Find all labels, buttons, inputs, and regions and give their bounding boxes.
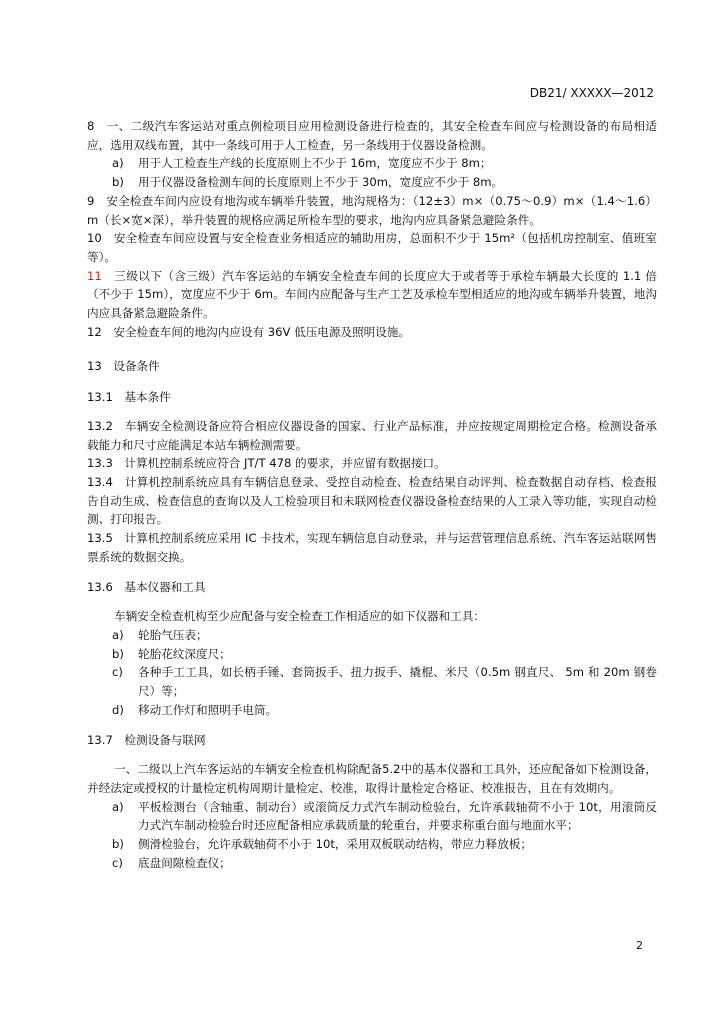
clause-11 bbox=[87, 267, 657, 323]
clause-13-7-intro: 一、二级以上汽车客运站的车辆安全检查机构除配备5.2中的基本仪器和工具外，还应配备如下检测设备，并经法定或授权的计量检定机构周期计量检定、校准，取得计量检定合格证、校准报告，且在有效期内。 bbox=[87, 762, 657, 795]
clause-13-2: 13.2 车辆安全检测设备应符合相应仪器设备的国家、行业产品标准，并应按规定周期检定合格。检测设备承载能力和尺寸应能满足本站车辆检测需要。 bbox=[87, 418, 657, 452]
list-item bbox=[87, 854, 657, 873]
list-text: 移动工作灯和照明手电筒。 bbox=[138, 702, 278, 717]
list-label: a) bbox=[112, 799, 124, 814]
section-heading-13-7: 13.7 检测设备与联网 bbox=[87, 733, 206, 748]
list-label: a) bbox=[112, 627, 124, 642]
list-item bbox=[87, 173, 657, 192]
clause-9: 9 安全检查车间内应设有地沟或车辆举升装置，地沟规格为：（12±3）m×（0.75～0.9）m×（1.4～1.6）m（长×宽×深），举升装置的规格应满足所检车型的要求，地沟内应具备紧急避险条件。 bbox=[87, 193, 657, 227]
list-label: b) bbox=[112, 836, 124, 851]
section-heading-13-1: 13.1 基本条件 bbox=[87, 390, 171, 405]
list-text: 平板检测台（含轴重、制动台）或滚筒反力式汽车制动检验台，允许承载轴荷不小于 10t，用滚筒反力式汽车制动检验台时还应配备相应承载质量的轮重台，并要求称重台面与地面水平； bbox=[138, 799, 657, 833]
list-text: 轮胎花纹深度尺； bbox=[138, 646, 231, 661]
clause-11-number: 11 bbox=[87, 268, 102, 283]
list-label: d) bbox=[112, 702, 124, 717]
list-item bbox=[87, 835, 657, 854]
list-label: b) bbox=[112, 646, 124, 661]
list-13-6 bbox=[87, 626, 657, 720]
list-item bbox=[87, 701, 657, 720]
list-item bbox=[87, 798, 657, 835]
clause-11-text: 三级以下（含三级）汽车客运站的车辆安全检查车间的长度应大于或者等于承检车辆最大长度的 1.1 倍（不少于 15m），宽度应不少于 6m。车间内应配备与生产工艺及承检车型相适应的地沟或车辆举升装置，地沟内应具备紧急避险条件。 bbox=[87, 268, 657, 321]
list-item bbox=[87, 663, 657, 700]
list-text: 底盘间隙检查仪； bbox=[138, 855, 231, 870]
document-header-code: DB21/ XXXXX—2012 bbox=[529, 86, 654, 100]
clause-13-5: 13.5 计算机控制系统应采用 IC 卡技术，实现车辆信息自动登录，并与运营管理信息系统、汽车客运站联网售票系统的数据交换。 bbox=[87, 531, 657, 564]
list-text: 用于人工检查生产线的长度原则上不少于 16m，宽度应不少于 8m； bbox=[138, 156, 492, 171]
list-item bbox=[87, 645, 657, 664]
section-heading-13: 13 设备条件 bbox=[87, 359, 160, 374]
clause-13-6-intro: 车辆安全检查机构至少应配备与安全检查工作相适应的如下仪器和工具： bbox=[114, 609, 486, 624]
document-body bbox=[87, 117, 657, 872]
list-label: a) bbox=[112, 156, 124, 171]
list-text: 用于仪器设备检测车间的长度原则上不少于 30m，宽度应不少于 8m。 bbox=[138, 175, 504, 190]
section-heading-13-6: 13.6 基本仪器和工具 bbox=[87, 580, 206, 595]
clause-13-4: 13.4 计算机控制系统应具有车辆信息登录、受控自动检查、检查结果自动评判、检查数据自动存档、检查报告自动生成、检查信息的查询以及人工检验项目和未联网检查仪器设备检查结果的人工录入等功能，实现自动检测、打印报告。 bbox=[87, 474, 657, 527]
list-label: c) bbox=[112, 855, 123, 870]
page-number: 2 bbox=[636, 939, 643, 952]
clause-12: 12 安全检查车间的地沟内应设有 36V 低压电源及照明设施。 bbox=[87, 324, 411, 339]
list-item bbox=[87, 154, 657, 173]
clause-8: 8 一、二级汽车客运站对重点例检项目应用检测设备进行检查的，其安全检查车间应与检测设备的布局相适应，选用双线布置，其中一条线可用于人工检查，另一条线用于仪器设备检测。 bbox=[87, 119, 657, 152]
clause-10: 10 安全检查车间应设置与安全检查业务相适应的辅助用房，总面积不少于 15m²（包括机房控制室、值班室等）。 bbox=[87, 231, 657, 264]
list-label: b) bbox=[112, 175, 124, 190]
clause-13-3: 13.3 计算机控制系统应符合 JT/T 478 的要求，并应留有数据接口。 bbox=[87, 456, 446, 471]
list-text: 各种手工工具，如长柄手锤、套筒扳手、扭力扳手、撬棍、米尺（0.5m 钢直尺、 5m 和 20m 钢卷尺）等； bbox=[138, 665, 657, 698]
list-label: c) bbox=[112, 665, 123, 680]
list-text: 侧滑检验台，允许承载轴荷不小于 10t，采用双板联动结构，带应力释放板； bbox=[138, 836, 532, 851]
list-item bbox=[87, 626, 657, 645]
list-text: 轮胎气压表； bbox=[138, 627, 208, 642]
list-13-7 bbox=[87, 798, 657, 873]
